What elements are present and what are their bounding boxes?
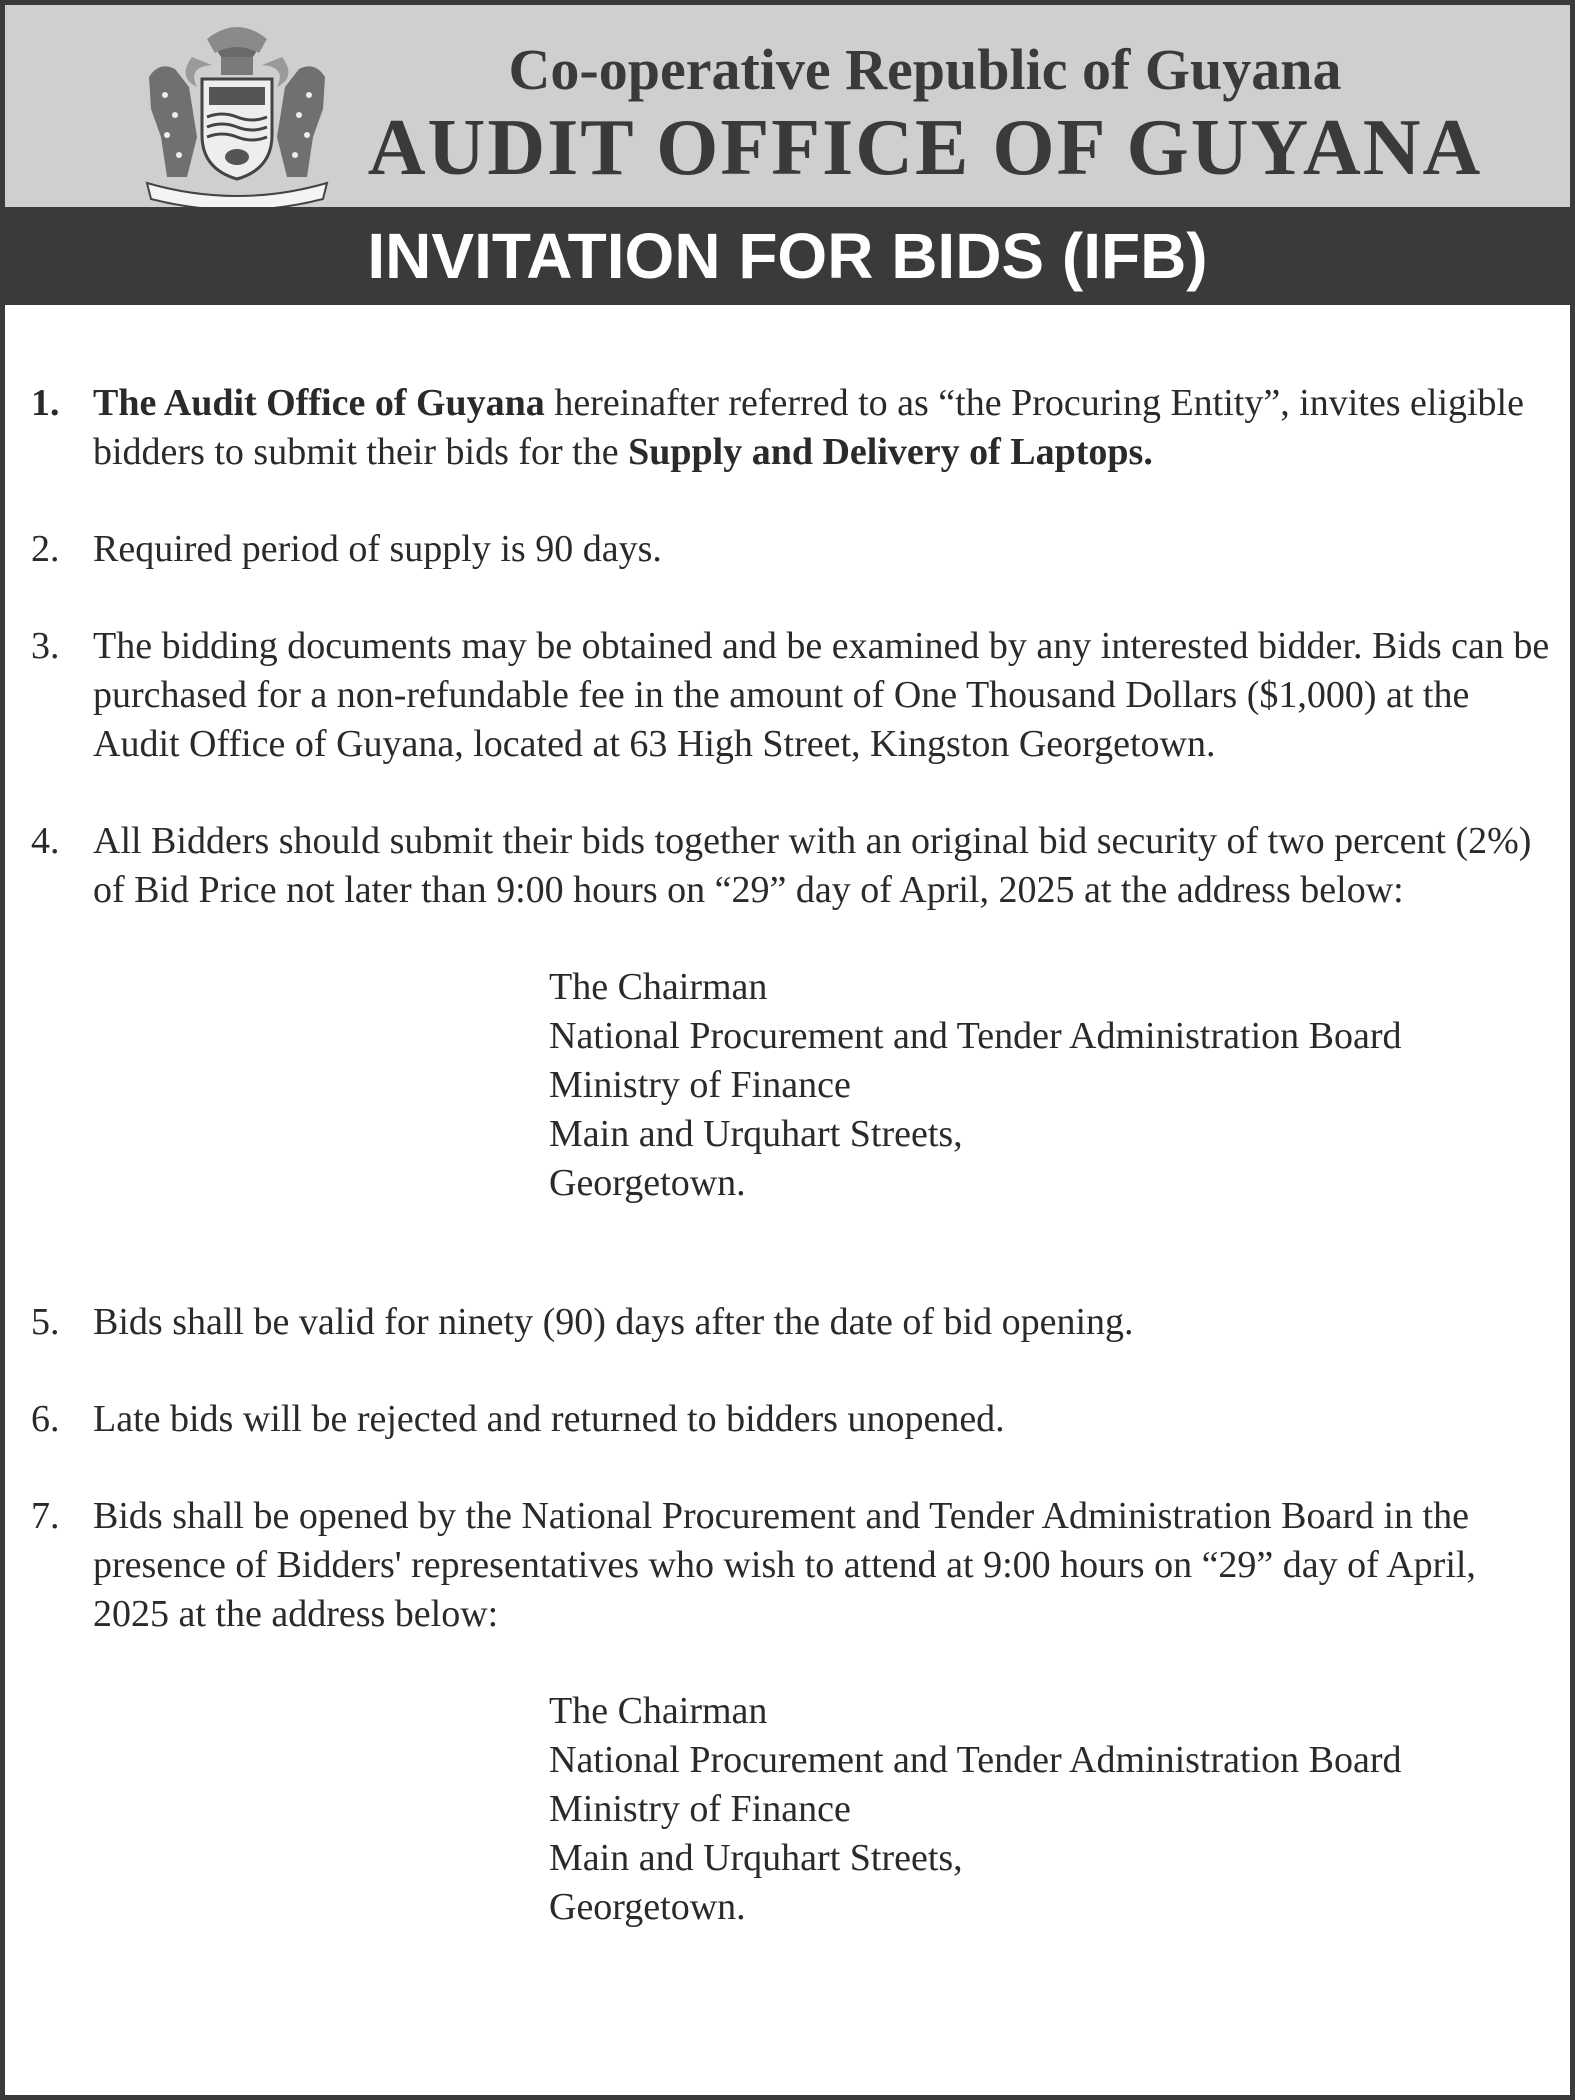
address-line: Georgetown. xyxy=(549,1886,746,1928)
entity-name: The Audit Office of Guyana xyxy=(93,382,545,424)
list-item xyxy=(25,622,1555,769)
opening-address xyxy=(93,1687,1555,1932)
item-text: Required period of supply is 90 days. xyxy=(93,528,662,570)
list-item xyxy=(25,817,1555,1208)
item-number: 5. xyxy=(31,1301,60,1343)
list-item xyxy=(25,525,1555,574)
address-line: The Chairman xyxy=(549,966,768,1008)
address-line: National Procurement and Tender Administration Board xyxy=(549,1015,1402,1057)
item-number: 1. xyxy=(31,382,60,424)
item-text: All Bidders should submit their bids together with an original bid security of two percent (2%) of Bid Price not later than 9:00 hours on “29” day of April, 2025 at the address below: xyxy=(93,820,1532,911)
item-text: Bids shall be opened by the National Procurement and Tender Administration Board in the presence of Bidders' representatives who wish to attend at 9:00 hours on “29” day of April, 2025 at the address below: xyxy=(93,1495,1476,1635)
country-name: Co-operative Republic of Guyana xyxy=(508,37,1342,102)
item-number: 6. xyxy=(31,1398,60,1440)
item-number: 3. xyxy=(31,625,60,667)
item-number: 2. xyxy=(31,528,60,570)
address-line: Ministry of Finance xyxy=(549,1064,851,1106)
submission-address xyxy=(93,963,1555,1208)
address-line: The Chairman xyxy=(549,1690,768,1732)
item-number: 7. xyxy=(31,1495,60,1537)
address-line: Georgetown. xyxy=(549,1162,746,1204)
list-item xyxy=(25,379,1555,477)
list-item xyxy=(25,1395,1555,1444)
procurement-subject: Supply and Delivery of Laptops. xyxy=(628,431,1153,473)
list-item xyxy=(25,1298,1555,1347)
notice-title: INVITATION FOR BIDS (IFB) xyxy=(367,220,1208,292)
item-text: Late bids will be rejected and returned to bidders unopened. xyxy=(93,1398,1005,1440)
list-item xyxy=(25,1492,1555,1932)
office-name: AUDIT OFFICE OF GUYANA xyxy=(367,104,1483,192)
address-line: National Procurement and Tender Administration Board xyxy=(549,1739,1402,1781)
item-number: 4. xyxy=(31,820,60,862)
item-text-part: hereinafter referred to as “the Procuring Entity”, invites eligible bidders to submit their bids for the xyxy=(93,382,1524,473)
address-line: Main and Urquhart Streets, xyxy=(549,1837,963,1879)
address-line: Main and Urquhart Streets, xyxy=(549,1113,963,1155)
address-line: Ministry of Finance xyxy=(549,1788,851,1830)
notice-body xyxy=(25,379,1555,1980)
item-text: The bidding documents may be obtained and be examined by any interested bidder. Bids can be purchased for a non-refundable fee in the amount of One Thousand Dollars ($1,000) at the Audit Office of Guyana, located at 63 High Street, Kingston Georgetown. xyxy=(93,625,1550,765)
item-text: Bids shall be valid for ninety (90) days after the date of bid opening. xyxy=(93,1301,1134,1343)
item-text xyxy=(93,379,1555,477)
